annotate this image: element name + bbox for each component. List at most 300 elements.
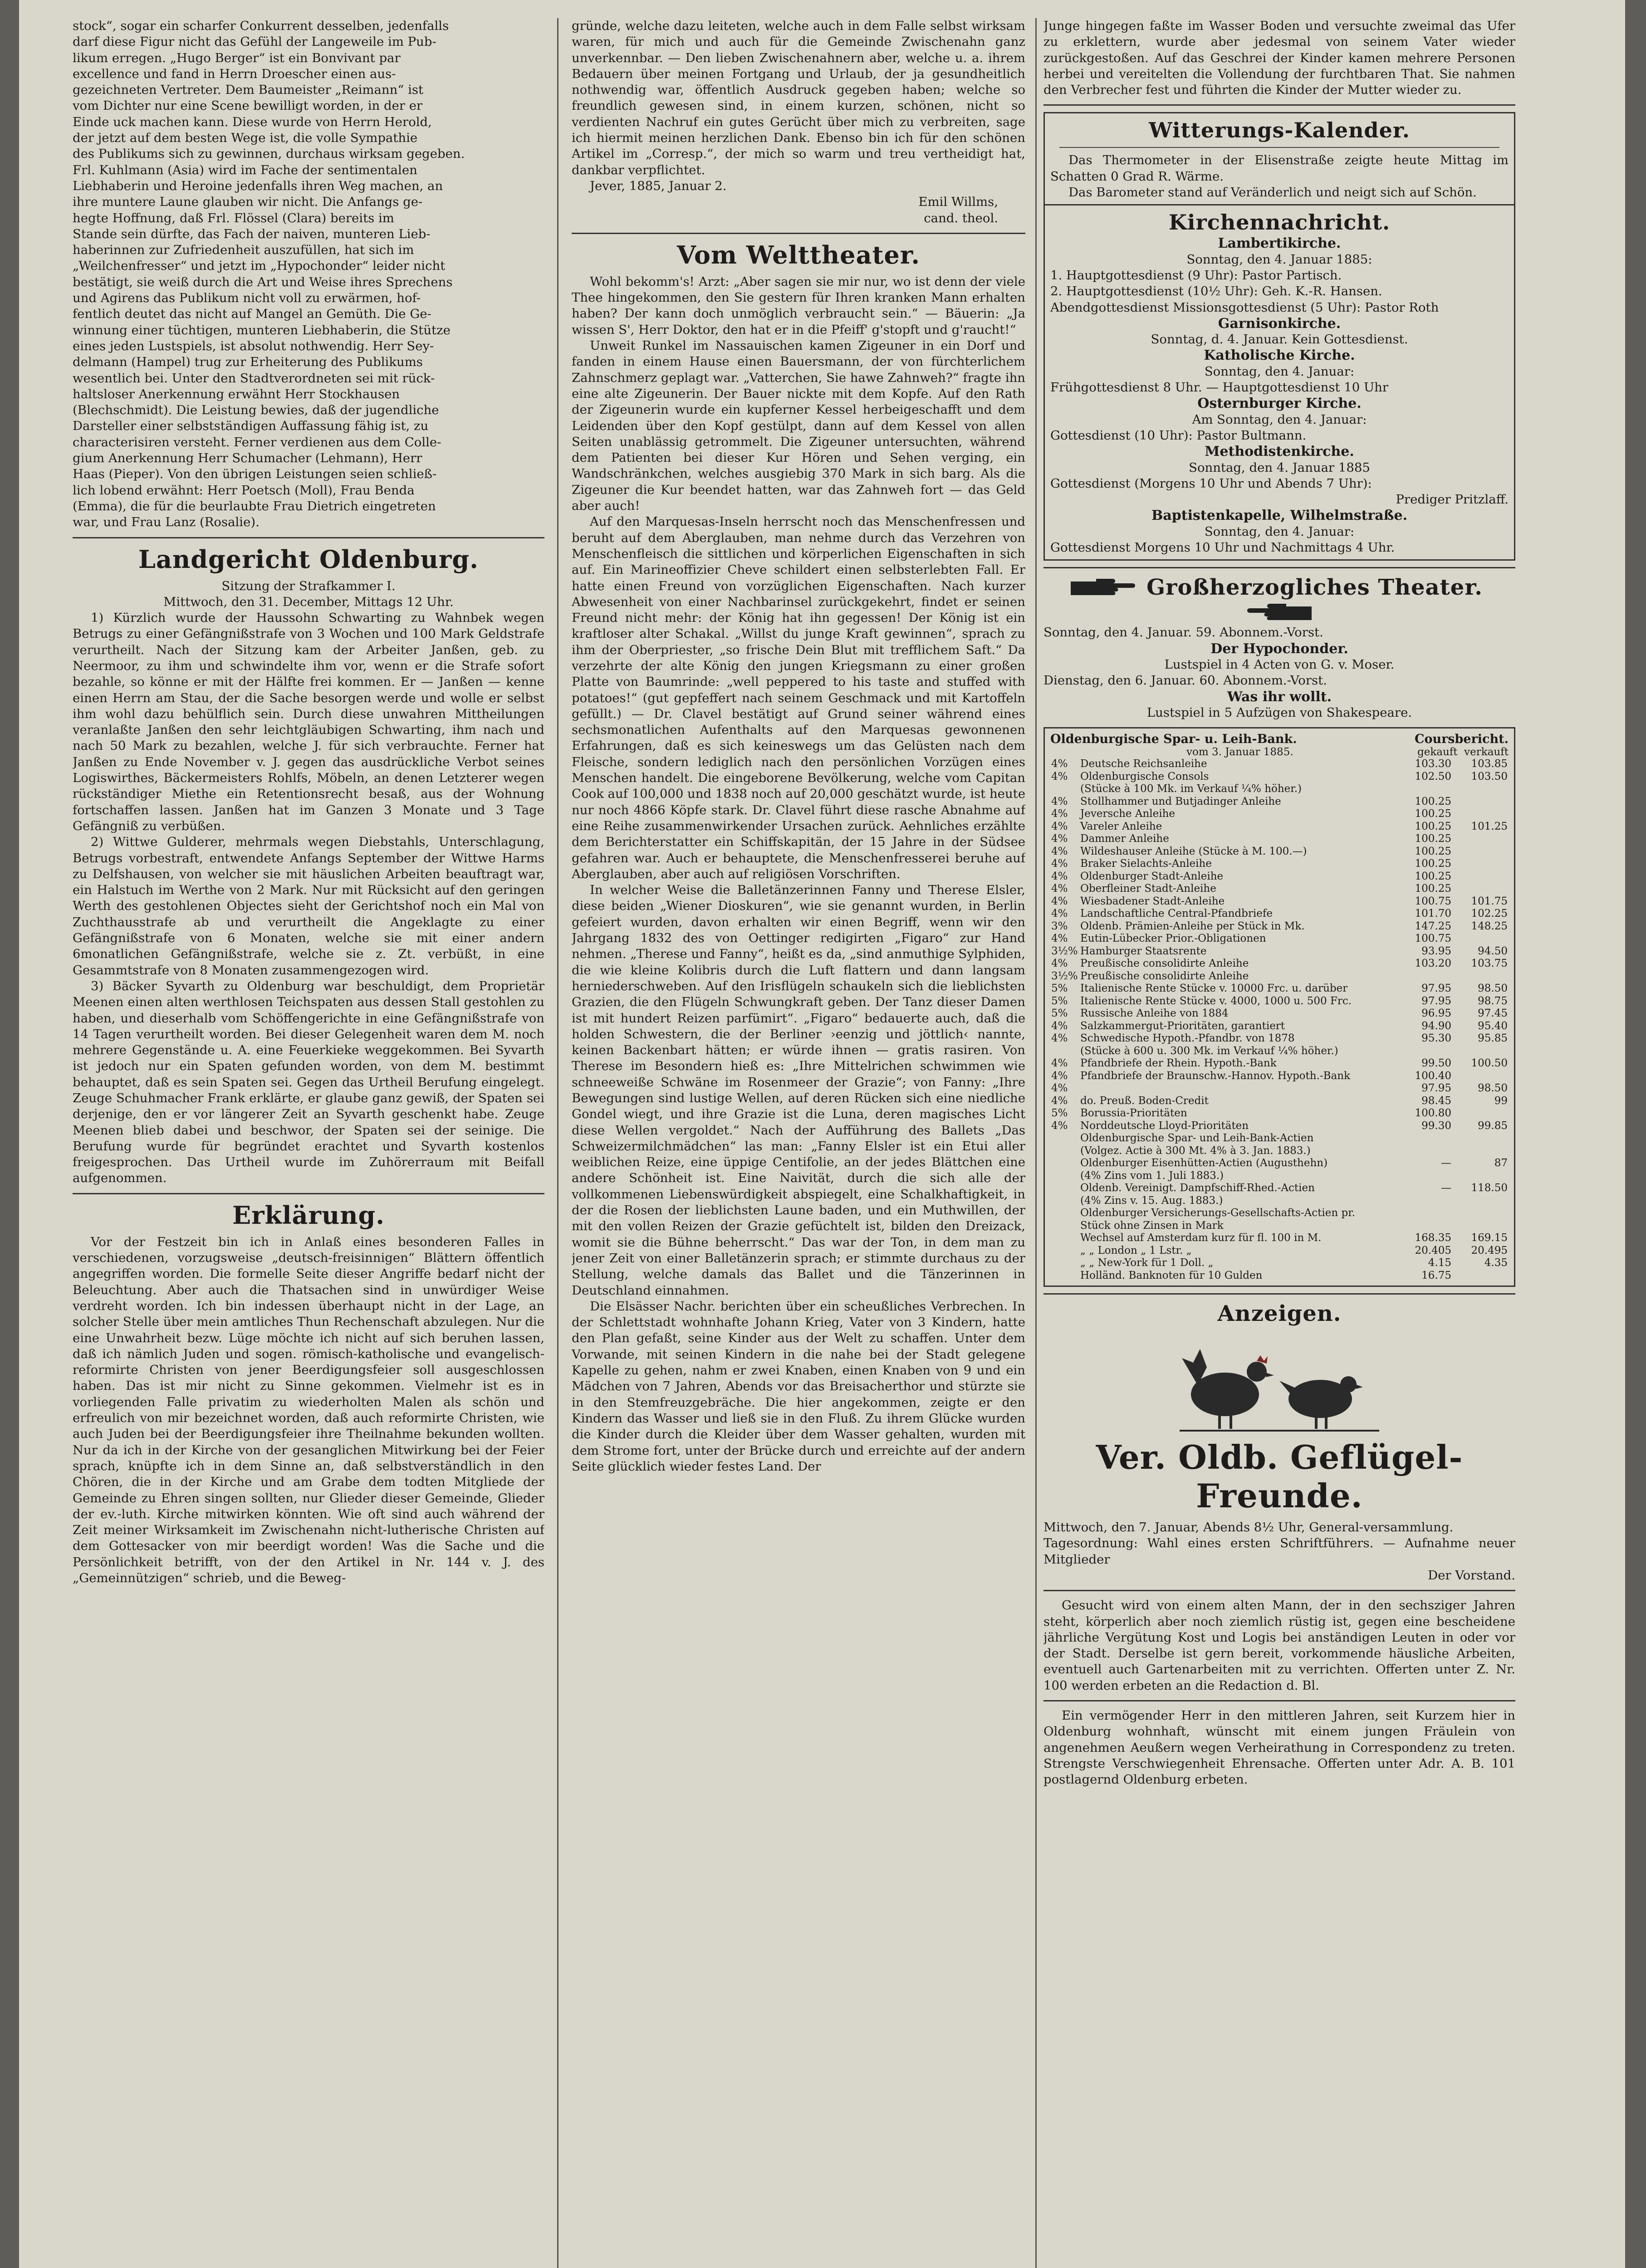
theater-line: Sonntag, den 4. Januar. 59. Abonnem.-Vorst.: [1043, 625, 1323, 640]
security-name-cell: Italienische Rente Stücke v. 4000, 1000 u. 500 Frc.: [1080, 995, 1352, 1007]
security-name-cell: Oldenburger Versicherungs-Gesellschafts-Actien pr.: [1080, 1207, 1355, 1219]
bought-price-cell: 100.75: [1415, 933, 1451, 945]
rooster-and-hen-icon: [1043, 1331, 1515, 1435]
church-line: Lambertikirche.: [1218, 235, 1341, 252]
theater-line: Der Hypochonder.: [1210, 640, 1348, 657]
table-row: [1050, 858, 1509, 870]
sold-price-cell: [1452, 933, 1509, 945]
court-heading: Landgericht Oldenburg.: [138, 544, 479, 574]
rate-cell: 4%: [1051, 845, 1068, 857]
rate-cell: [1050, 783, 1079, 796]
table-row: [1050, 1082, 1509, 1095]
table-row: [1050, 1007, 1509, 1020]
rate-cell: 4%: [1051, 1082, 1068, 1095]
rate-cell: 5%: [1051, 1007, 1068, 1020]
rate-cell: 4%: [1051, 1032, 1068, 1045]
poultry-club-board: Der Vorstand.: [1428, 1568, 1515, 1583]
church-line: Gottesdienst Morgens 10 Uhr und Nachmittags 4 Uhr.: [1050, 540, 1395, 555]
bought-price-cell: [1396, 1207, 1452, 1220]
pointing-hand-left-icon: [1245, 600, 1313, 625]
column-2: [572, 18, 1025, 2268]
text-line: Stande sein dürfte, das Fach der naiven, munteren Lieb-: [73, 226, 431, 241]
table-row: [1050, 1245, 1509, 1257]
security-name-cell: (4% Zins vom 1. Juli 1883.): [1080, 1169, 1224, 1182]
sold-price-cell: 4.35: [1484, 1257, 1508, 1269]
rate-cell: 4%: [1051, 1119, 1068, 1132]
bought-price-cell: 168.35: [1415, 1232, 1451, 1244]
table-row: [1050, 1107, 1509, 1120]
bank-header: [1050, 732, 1509, 746]
table-row: [1050, 771, 1509, 783]
security-name-cell: Holländ. Banknoten für 10 Gulden: [1080, 1269, 1263, 1281]
bought-price-cell: [1396, 1132, 1452, 1145]
news-item-paragraph: In welcher Weise die Balletänzerinnen Fanny und Therese Elsler, diese beiden „Wiener Dioskuren“, wie sie genannt wurden, in Berlin gefeiert wurden, davon erhalten wir einen Begriff, wenn wir den Jahrgang 1832 des von Oettinger redigirten „Figaro“ zur Hand nehmen. „Therese und Fanny“, heißt es da, „sind anmuthige Sylphiden, die wie kleine Kolibris durch die Luft flattern und dann langsam herniederschweben. Auf den Irisflügeln schaukeln sich die lieblichsten Grazien, die den Flügeln Schwungkraft geben. Der Tanz dieser Damen ist mit hundert Reizen parfümirt“. „Figaro“ bedauerte auch, daß die holden Schwestern, die der Berliner ›eenzig und jöttlich‹ nannte, keinen Backenbart hätten; er würde ihnen — gratis rasiren. Von Therese im Besondern hieß es: „Ihre Mittelrichen schwimmen wie schneeweiße Schwäne im Rosenmeer der Grazie“; von Fanny: „Ihre Bewegungen sind lustige Wellen, auf deren Rücken sich eine niedliche Gondel wiegt, und ihre Grazie ist die Luna, deren magisches Licht diese Wellen vergoldet.“ Nach der Aufführung des Ballets „Das Schweizermilchmädchen“ las man: „Fanny Elsler ist ein Etui aller weiblichen Reize, eine üppige Centifolie, an der jedes Blättchen eine andere Schönheit ist. Eine Naivität, durch die sich alle der vollkommenen Liebenswürdigkeit abspiegelt, eine Schalkhaftigkeit, in der die Rosen der lieblichsten Laune baden, und ein Muthwillen, der mit den vollen Reizen der Grazie gefüchtelt ist, bilden den Dreizack, womit sie die Bühne beherrscht.“ Das war der Ton, in dem man zu jener Zeit von einer Balletänzerin sprach; er stimmte durchaus zu der Stellung, welche damals das Ballet und die Tänzerinnen in Deutschland einnahmen.: [572, 883, 1025, 1298]
security-name-cell: Italienische Rente Stücke v. 10000 Frc. u. darüber: [1080, 982, 1348, 995]
sold-price-cell: 99: [1494, 1095, 1508, 1107]
security-name-cell: (4% Zins v. 15. Aug. 1883.): [1080, 1194, 1223, 1207]
court-case-paragraph: 2) Wittwe Gulderer, mehrmals wegen Diebstahls, Unterschlagung, Betrugs vorbestraft, entwendete Anfangs September der Wittwe Harms zu Delfshausen, von welcher sie mit häuslichen Arbeiten beauftragt war, ein Halstuch im Werthe von 2 Mark. Nur mit Rücksicht auf den geringen Werth des gestohlenen Objectes sieht der Gerichtshof noch ein Mal von Zuchthausstrafe ab und verurtheilt die Angeklagte zu einer Gefängnißstrafe von 6 Monaten, welche sie mit einer andern 6monatlichen Gefängnißstrafe, welche sie z. Zt. verbüßt, in eine Gesammtstrafe von 8 Monaten zusammengezogen wird.: [73, 835, 544, 978]
header-sold: verkauft: [1464, 746, 1509, 758]
rate-cell: 4%: [1051, 1057, 1068, 1070]
rate-cell: [1050, 1132, 1079, 1145]
court-reports: [73, 610, 544, 1187]
rate-cell: 4%: [1051, 1070, 1068, 1082]
ads-heading: Anzeigen.: [1217, 1301, 1342, 1327]
bought-price-cell: [1396, 1195, 1452, 1207]
column-3: [1043, 18, 1515, 2268]
text-line: Einde uck machen kann. Diese wurde von Herrn Herold,: [73, 114, 432, 129]
security-name-cell: Hamburger Staatsrente: [1080, 945, 1207, 957]
court-case-paragraph: 3) Bäcker Syvarth zu Oldenburg war beschuldigt, dem Proprietär Meenen einen alten werthlosen Teichspaten aus dessen Stall gestohlen zu haben, und dieserhalb vom Schöffengerichte in eine Gefängnißstrafe von 14 Tagen verurtheilt worden. Bei dieser Gelegenheit waren dem M. noch mehrere Gegenstände u. A. eine Feuerkieke weggekommen. Bei Syvarth ist jedoch nur ein Spaten gefunden worden, von dem M. bestimmt behauptet, daß es sein Spaten sei. Gegen das Urtheil Berufung eingelegt. Zeuge Schuhmacher Frank erklärte, er glaube ganz gewiß, der Spaten sei derjenige, den er vor längerer Zeit an Syvarth geschenkt habe. Zeuge Meenen blieb dabei und beschwor, der Spaten sei der seinige. Die Berufung wurde für begründet erachtet und Syvarth kostenlos freigesprochen. Das Urtheil wurde im Zuhörerraum mit Beifall aufgenommen.: [73, 978, 544, 1186]
security-name-cell: „ „ London „ 1 Lstr. „: [1080, 1244, 1192, 1256]
text-line: delmann (Hampel) trug zur Erheiterung des Publikums: [73, 355, 423, 370]
text-line: des Publikums sich zu gewinnen, durchaus wirksam gegeben.: [73, 147, 465, 161]
rate-cell: 4%: [1051, 883, 1068, 895]
church-line: Abendgottesdienst Missionsgottesdienst (5 Uhr): Pastor Roth: [1050, 300, 1439, 315]
table-row: [1050, 895, 1509, 908]
security-name-cell: (Stücke à 100 Mk. im Verkauf ¼% höher.): [1080, 783, 1302, 795]
table-row: [1050, 1232, 1509, 1245]
bank-report-label: Coursbericht.: [1414, 732, 1509, 747]
exchange-rate-table: [1050, 758, 1509, 1282]
weather-report: [1050, 152, 1509, 200]
rate-cell: [1050, 1270, 1079, 1282]
church-line: Sonntag, den 4. Januar:: [1204, 364, 1355, 379]
security-name-cell: Vareler Anleihe: [1080, 820, 1162, 832]
bought-price-cell: 98.45: [1421, 1095, 1451, 1107]
security-name-cell: Oldenburger Eisenhütten-Actien (Augusthehn): [1080, 1157, 1328, 1169]
bought-price-cell: 100.25: [1415, 858, 1451, 870]
sold-price-cell: 101.75: [1471, 895, 1508, 907]
table-row: [1050, 1157, 1509, 1170]
sold-price-cell: 101.25: [1471, 820, 1508, 832]
bought-price-cell: 95.30: [1421, 1032, 1451, 1045]
weather-heading: Witterungs-Kalender.: [1149, 118, 1410, 143]
sold-price-cell: 87: [1494, 1157, 1508, 1169]
security-name-cell: Schwedische Hypoth.-Pfandbr. von 1878: [1080, 1032, 1295, 1045]
table-row: [1050, 1207, 1509, 1220]
text-line: lich lobend erwähnt: Herr Poetsch (Moll), Frau Benda: [73, 483, 415, 498]
security-name-cell: Norddeutsche Lloyd-Prioritäten: [1080, 1119, 1249, 1132]
bought-price-cell: 100.25: [1415, 820, 1451, 832]
column-rule: [1035, 18, 1037, 2268]
table-row: [1050, 1182, 1509, 1195]
table-row: [1050, 1270, 1509, 1282]
text-line: stock“, sogar ein scharfer Conkurrent desselben, jedenfalls: [73, 19, 449, 33]
poultry-club-meeting: Mittwoch, den 7. Januar, Abends 8½ Uhr, General-versammlung.: [1043, 1520, 1454, 1535]
text-line: likum erregen. „Hugo Berger“ ist ein Bonvivant par: [73, 50, 401, 65]
rate-cell: 5%: [1051, 995, 1068, 1007]
text-line: haberinnen zur Zufriedenheit auszufüllen, hat sich im: [73, 243, 414, 258]
sold-price-cell: 103.50: [1471, 770, 1508, 782]
bought-price-cell: 102.50: [1415, 770, 1451, 782]
table-row: [1050, 908, 1509, 920]
table-row: [1050, 1132, 1509, 1145]
church-line: Sonntag, d. 4. Januar. Kein Gottesdienst.: [1151, 332, 1408, 347]
security-name-cell: Russische Anleihe von 1884: [1080, 1007, 1229, 1020]
table-row: [1050, 821, 1509, 833]
sold-price-cell: [1452, 1195, 1509, 1207]
rate-cell: 4%: [1051, 870, 1068, 882]
sold-price-cell: [1452, 1145, 1509, 1158]
text-line: fentlich deutet das nicht auf Mangel an Gemüth. Die Ge-: [73, 307, 431, 322]
sold-price-cell: [1452, 858, 1509, 870]
bought-price-cell: 94.90: [1421, 1020, 1451, 1032]
bought-price-cell: 100.25: [1415, 808, 1451, 820]
sold-price-cell: 97.45: [1478, 1007, 1508, 1020]
text-line: Haas (Pieper). Von den übrigen Leistungen seien schließ-: [73, 467, 437, 482]
news-item-paragraph: Auf den Marquesas-Inseln herrscht noch das Menschenfressen und beruht auf dem Aberglauben, man nehme durch das Verzehren von Menschenfleisch die sittlichen und körperlichen Eigenschaften in sich auf. Ein Marineoffizier Cheve schildert einen selbsterlebten Fall. Er hatte einen Freund von vorzüglichen Eigenschaften. Nach kurzer Abwesenheit von einer Nachbarinsel zurückgekehrt, findet er seinen Freund nicht mehr: der König hat ihn gegessen! Der König ist ein kraftloser alter Schakal. „Willst du junge Kraft gewinnen“, sprach zu ihm der Oberpriester, „so frische Dein Blut mit trefflichem Saft.“ Da verzehrte der alte König den jungen Kriegsmann zu einer großen Platte von Baumrinde: „well peppered to his taste and stuffed with potatoes!“ (gut gepfeffert nach seinem Geschmack und mit Kartoffeln gefüllt.) — Dr. Clavel bestätigt auf Grund seiner während eines sechsmonatlichen Aufenthalts auf den Marquesas gewonnenen Erfahrungen, daß es sich keineswegs um das Gelüsten nach dem Fleische, sondern lediglich nach den persönlichen Vorzügen eines Menschen handelt. Die eingeborene Bevölkerung, welche vom Capitan Cook auf 100,000 und 1838 noch auf 20,000 geschätzt wurde, ist heute nur noch 4866 Köpfe stark. Dr. Clavel führt diese rasche Abnahme auf eine Reihe zusammenwirkender Ursachen zurück. Aehnliches erzählte dem Berichterstatter ein Schiffskapitän, der 15 Jahre in der Südsee gefahren war. Auch er behauptete, die Menschenfresserei beruhe auf Aberglauben, aber auch auf religiösen Vorschriften.: [572, 514, 1025, 881]
sold-price-cell: 148.25: [1471, 920, 1508, 932]
sold-price-cell: [1452, 883, 1509, 895]
security-name-cell: Stollhammer und Butjadinger Anleihe: [1080, 795, 1281, 807]
rate-cell: 3½%: [1051, 970, 1078, 982]
sold-price-cell: 95.40: [1478, 1020, 1508, 1032]
theater-program: [1043, 625, 1515, 721]
rate-cell: 4%: [1051, 1095, 1068, 1107]
signature-title: cand. theol.: [924, 210, 998, 225]
text-line: eines jeden Lustspiels, ist absolut nothwendig. Herr Sey-: [73, 338, 434, 353]
church-box: [1043, 205, 1515, 561]
table-row: [1050, 933, 1509, 945]
bought-price-cell: —: [1441, 1182, 1451, 1194]
security-name-cell: do. Preuß. Boden-Credit: [1080, 1095, 1209, 1107]
bought-price-cell: 103.20: [1415, 958, 1451, 970]
rate-cell: 4%: [1051, 808, 1068, 820]
sold-price-cell: 95.85: [1478, 1032, 1508, 1045]
rate-cell: 4%: [1051, 908, 1068, 920]
sold-price-cell: [1452, 1207, 1509, 1220]
rate-cell: 4%: [1051, 820, 1068, 832]
sold-price-cell: [1452, 870, 1509, 883]
bought-price-cell: 99.30: [1421, 1119, 1451, 1132]
table-row: [1050, 1195, 1509, 1207]
theater-review-continuation: [73, 18, 544, 531]
bought-price-cell: 100.80: [1415, 1107, 1451, 1119]
bought-price-cell: [1396, 1145, 1452, 1158]
bought-price-cell: [1396, 1045, 1452, 1058]
header-bought: gekauft: [1417, 746, 1458, 758]
text-line: bestätigt, sie weiß durch die Art und Weise ihres Sprechens: [73, 274, 453, 289]
table-row: [1050, 758, 1509, 771]
text-line: darf diese Figur nicht das Gefühl der Langeweile im Pub-: [73, 34, 436, 49]
rate-cell: [1050, 1245, 1079, 1257]
rate-cell: [1050, 1157, 1079, 1170]
sold-price-cell: [1452, 783, 1509, 796]
security-name-cell: „ „ New-York für 1 Doll. „: [1080, 1257, 1214, 1269]
bought-price-cell: 97.95: [1421, 995, 1451, 1007]
news-item-paragraph: Unweit Runkel im Nassauischen kamen Zigeuner in ein Dorf und fanden in einem Hause einen Bauersmann, der von fürchterlichem Zahnschmerz geplagt war. „Vatterchen, Sie hawe Zahnweh?“ fragte ihn eine alte Zigeunerin. Der Bauer nickte mit dem Kopfe. Auf den Rath der Zigeunerin wurde ein kupferner Kessel herbeigeschafft und dem Leidenden über den Kopf gestülpt, dann auf dem Kessel von allen Seiten unablässig getrommelt. Die Zigeuner untersuchten, während dem Patienten bei dieser Kur Hören und Sehen verging, ein Wandschränkchen, welches ausgiebig 370 Mark in sich barg. Als die Zigeuner die Kur beendet hatten, war das Zahnweh fort — das Geld aber auch!: [572, 338, 1025, 513]
sold-price-cell: 98.75: [1478, 995, 1508, 1007]
rate-cell: 4%: [1051, 758, 1068, 770]
bought-price-cell: [1396, 970, 1452, 983]
weather-box: [1043, 112, 1515, 205]
text-line: gezeichneten Vertreter. Dem Baumeister „Reimann“ ist: [73, 83, 424, 98]
rate-cell: [1050, 1207, 1079, 1220]
bought-price-cell: 100.75: [1415, 895, 1451, 907]
church-line: Sonntag, den 4. Januar 1885: [1189, 460, 1370, 475]
church-line: 1. Hauptgottesdienst (9 Uhr): Pastor Partisch.: [1050, 268, 1342, 283]
security-name-cell: Wechsel auf Amsterdam kurz für fl. 100 in M.: [1080, 1232, 1322, 1244]
bought-price-cell: 100.25: [1415, 883, 1451, 895]
court-date: Mittwoch, den 31. December, Mittags 12 Uhr.: [163, 594, 454, 609]
table-row: [1050, 846, 1509, 858]
table-row: [1050, 982, 1509, 995]
divider: [1059, 147, 1499, 148]
rate-cell: 4%: [1051, 795, 1068, 807]
rate-cell: 5%: [1051, 1107, 1068, 1119]
text-line: gium Anerkennung Herr Schumacher (Lehmann), Herr: [73, 451, 422, 466]
text-line: winnung einer tüchtigen, munteren Liebhaberin, die Stütze: [73, 323, 451, 337]
rate-cell: [1050, 1220, 1079, 1232]
church-line: Methodistenkirche.: [1205, 444, 1354, 460]
church-line: Am Sonntag, den 4. Januar:: [1192, 412, 1367, 427]
church-line: Sonntag, den 4. Januar:: [1204, 524, 1355, 539]
security-name-cell: Wiesbadener Stadt-Anleihe: [1080, 895, 1225, 907]
security-name-cell: [1079, 1082, 1396, 1095]
text-line: (Emma), die für die beurlaubte Frau Dietrich eingetreten: [73, 499, 436, 513]
section-rule: [1043, 104, 1515, 106]
bank-report-box: [1043, 727, 1515, 1287]
bought-price-cell: 97.95: [1421, 982, 1451, 995]
church-line: Osternburger Kirche.: [1197, 396, 1362, 412]
rate-cell: [1050, 1045, 1079, 1058]
theater-line: Lustspiel in 4 Acten von G. v. Moser.: [1164, 657, 1395, 672]
theater-line: Was ihr wollt.: [1227, 689, 1332, 705]
security-name-cell: Oldenb. Prämien-Anleihe per Stück in Mk.: [1080, 920, 1305, 932]
security-name-cell: Borussia-Prioritäten: [1080, 1107, 1187, 1119]
bought-price-cell: 99.50: [1421, 1057, 1451, 1070]
welttheater-heading: Vom Welttheater.: [676, 240, 921, 269]
section-rule: [572, 233, 1025, 234]
church-line: Prediger Pritzlaff.: [1396, 492, 1509, 507]
sold-price-cell: 103.75: [1471, 958, 1508, 970]
weather-line: Das Barometer stand auf Veränderlich und neigt sich auf Schön.: [1068, 185, 1477, 200]
church-line: Gottesdienst (10 Uhr): Pastor Bultmann.: [1050, 428, 1307, 443]
section-rule: [1043, 1700, 1515, 1701]
welttheater-articles: [572, 274, 1025, 1475]
sold-price-cell: 169.15: [1471, 1232, 1508, 1244]
church-line: Garnisonkirche.: [1218, 315, 1341, 332]
security-name-cell: Wildeshauser Anleihe (Stücke à M. 100.—): [1080, 845, 1307, 857]
security-name-cell: Oldenburgische Consols: [1080, 770, 1209, 782]
table-row: [1050, 1120, 1509, 1133]
rate-cell: [1050, 1170, 1079, 1183]
table-row: [1050, 1095, 1509, 1108]
bought-price-cell: 103.30: [1415, 758, 1451, 770]
security-name-cell: Oldenburgische Spar- und Leih-Bank-Actien: [1080, 1132, 1314, 1144]
security-name-cell: Dammer Anleihe: [1080, 833, 1169, 845]
table-row: [1050, 883, 1509, 895]
bank-subheader: [1050, 746, 1509, 758]
sold-price-cell: [1452, 796, 1509, 808]
table-row: [1050, 783, 1509, 796]
sold-price-cell: 98.50: [1478, 1082, 1508, 1095]
security-name-cell: Oberfleiner Stadt-Anleihe: [1080, 883, 1216, 895]
bought-price-cell: —: [1441, 1157, 1451, 1169]
table-row: [1050, 1145, 1509, 1158]
sold-price-cell: 99.85: [1478, 1119, 1508, 1132]
rate-cell: 4%: [1051, 858, 1068, 870]
table-row: [1050, 1045, 1509, 1058]
table-row: [1050, 1020, 1509, 1033]
sold-price-cell: [1452, 1045, 1509, 1058]
bought-price-cell: 20.405: [1415, 1244, 1451, 1256]
bought-price-cell: 16.75: [1421, 1269, 1451, 1281]
sold-price-cell: 103.85: [1471, 758, 1508, 770]
wanted-ad: Gesucht wird von einem alten Mann, der in den sechsziger Jahren steht, körperlich aber noch ziemlich rüstig ist, gegen eine bescheidene jährliche Vergütung Kost und Logis bei anständigen Leuten in oder vor der Stadt. Derselbe ist gern bereit, vorkommende häusliche Arbeiten, eventuell auch Gartenarbeiten mit zu verrichten. Offerten unter Z. Nr. 100 werden erbeten an die Redaction d. Bl.: [1043, 1598, 1515, 1693]
section-rule: [73, 537, 544, 538]
church-line: Katholische Kirche.: [1204, 347, 1355, 364]
rate-cell: 4%: [1051, 958, 1068, 970]
rate-cell: [1050, 1195, 1079, 1207]
rate-cell: 4%: [1051, 1020, 1068, 1032]
declaration-heading: Erklärung.: [232, 1200, 385, 1230]
sold-price-cell: 102.25: [1471, 908, 1508, 920]
text-line: excellence und fand in Herrn Droescher einen aus-: [73, 66, 396, 81]
bought-price-cell: 100.25: [1415, 833, 1451, 845]
sold-price-cell: [1452, 1107, 1509, 1120]
text-line: Frl. Kuhlmann (Asia) wird im Fache der sentimentalen: [73, 162, 417, 177]
bought-price-cell: 100.25: [1415, 795, 1451, 807]
bought-price-cell: 100.40: [1415, 1070, 1451, 1082]
bank-name: Oldenburgische Spar- u. Leih-Bank.: [1050, 732, 1297, 747]
security-name-cell: Landschaftliche Central-Pfandbriefe: [1080, 908, 1273, 920]
table-row: [1050, 808, 1509, 821]
security-name-cell: Oldenburger Stadt-Anleihe: [1080, 870, 1224, 882]
bought-price-cell: [1396, 1220, 1452, 1232]
table-row: [1050, 1170, 1509, 1183]
bought-price-cell: 93.95: [1421, 945, 1451, 957]
table-row: [1050, 833, 1509, 846]
rate-cell: 4%: [1051, 770, 1068, 782]
poultry-club-name: Ver. Oldb. Geflügel-Freunde.: [1096, 1438, 1463, 1515]
sold-price-cell: [1452, 1220, 1509, 1232]
section-rule: [1043, 567, 1515, 568]
text-line: „Weilchenfresser“ und jetzt im „Hypochonder“ leider nicht: [73, 259, 446, 274]
sold-price-cell: 20.495: [1471, 1244, 1508, 1256]
court-subheading: Sitzung der Strafkammer I.: [221, 578, 396, 593]
text-line: und Agirens das Publikum nicht voll zu erwärmen, hof-: [73, 291, 421, 306]
security-name-cell: Oldenb. Vereinigt. Dampfschiff-Rhed.-Actien: [1080, 1182, 1315, 1194]
security-name-cell: Preußische consolidirte Anleihe: [1080, 958, 1249, 970]
table-row: [1050, 920, 1509, 933]
rate-cell: 3%: [1051, 920, 1068, 932]
security-name-cell: (Stücke à 600 u. 300 Mk. im Verkauf ¼% höher.): [1080, 1045, 1338, 1057]
bought-price-cell: [1396, 783, 1452, 796]
weather-line: Das Thermometer in der Elisenstraße zeigte heute Mittag im Schatten 0 Grad R. Wärme.: [1050, 153, 1509, 184]
section-rule: [1043, 1293, 1515, 1295]
sold-price-cell: [1452, 970, 1509, 983]
table-row: [1050, 1220, 1509, 1232]
rate-cell: [1050, 1257, 1079, 1270]
sold-price-cell: [1452, 1132, 1509, 1145]
church-line: Baptistenkapelle, Wilhelmstraße.: [1151, 508, 1408, 524]
text-line: hegte Hoffnung, daß Frl. Flössel (Clara) bereits im: [73, 210, 394, 225]
newspaper-page: [19, 0, 1625, 2268]
text-line: haltsloser Anerkennung erwähnt Herr Stockhausen: [73, 386, 400, 401]
rate-cell: 4%: [1051, 895, 1068, 907]
table-row: [1050, 958, 1509, 970]
news-item-paragraph: Wohl bekomm's! Arzt: „Aber sagen sie mir nur, wo ist denn der viele Thee hingekommen, den Sie gestern für Ihren kranken Mann erhalten haben? Der kann doch unmöglich verbraucht sein.“ — Bäuerin: „Ja wissen S', Herr Doktor, den hat er in die Pfeiff' g'stopft und g'raucht!“: [572, 274, 1025, 337]
text-line: wesentlich bei. Unter den Stadtverordneten sei mit rück-: [73, 371, 435, 386]
rate-cell: [1050, 1232, 1079, 1245]
sold-price-cell: 94.50: [1478, 945, 1508, 957]
church-line: 2. Hauptgottesdienst (10½ Uhr): Geh. K.-R. Hansen.: [1050, 284, 1382, 299]
bought-price-cell: [1396, 1170, 1452, 1183]
sold-price-cell: [1452, 1170, 1509, 1183]
signature-place-date: Jever, 1885, Januar 2.: [590, 178, 727, 193]
rate-cell: 4%: [1051, 833, 1068, 845]
bought-price-cell: 147.25: [1415, 920, 1451, 932]
church-heading: Kirchennachricht.: [1169, 210, 1390, 235]
text-line: war, und Frau Lanz (Rosalie).: [73, 515, 260, 530]
text-line: der jetzt auf dem besten Wege ist, die volle Sympathie: [73, 131, 418, 146]
poultry-illustration: [1043, 1331, 1515, 1435]
table-row: [1050, 796, 1509, 808]
theater-line: Dienstag, den 6. Januar. 60. Abonnem.-Vorst.: [1043, 673, 1327, 688]
church-schedule: [1050, 235, 1509, 556]
sold-price-cell: 100.50: [1471, 1057, 1508, 1070]
sold-price-cell: [1452, 833, 1509, 846]
news-item-paragraph: Die Elsässer Nachr. berichten über ein scheußliches Verbrechen. In der Schlettstadt wohnhafte Johann Krieg, Vater von 3 Kindern, hatte den Plan gefaßt, seine Kinder aus der Welt zu schaffen. Unter dem Vorwande, mit seinen Kindern in die nahe bei der Stadt gelegene Kapelle zu gehen, nahm er zwei Knaben, einen Knaben von 9 und ein Mädchen von 7 Jahren, Abends vor das Breisacherthor und stürzte sie in den Stemfreuzgebräche. Die hier angekommen, zeigte er den Kindern das Wasser und ließ sie in den Fluß. Zu ihrem Glücke wurden die Kinder durch die Kleider über dem Wasser gehalten, wurden mit dem Strome fort, unter der Brücke durch und erreichte auf der andern Seite glücklich wieder festes Land. Der: [572, 1299, 1025, 1474]
rate-cell: [1050, 1145, 1079, 1158]
sold-price-cell: [1452, 808, 1509, 821]
text-line: ihre muntere Laune glauben wir nicht. Die Anfangs ge-: [73, 195, 423, 210]
table-row: [1050, 1257, 1509, 1270]
signature-name: Emil Willms,: [918, 195, 998, 210]
church-line: Sonntag, den 4. Januar 1885:: [1186, 252, 1372, 267]
text-line: characterisiren versteht. Ferner verdienen aus dem Colle-: [73, 435, 441, 450]
bought-price-cell: 96.95: [1421, 1007, 1451, 1020]
table-row: [1050, 995, 1509, 1008]
declaration-continuation: gründe, welche dazu leiteten, welche auch in dem Falle selbst wirksam waren, für mich und auch für die Gemeinde Zwischenahn ganz unverkennbar. — Den lieben Zwischenahnern aber, welche u. a. ihrem Bedauern über meinen Fortgang und Urlaub, der ja gesundheitlich nothwendig war, öffentlich Ausdruck gegeben haben; welche so freundlich gewesen sind, in einem kurzen, schönen, nicht so verdienten Nachruf ein gutes Gerücht über mich zu verbreiten, sage ich hiermit meinen herzlichen Dank. Ebenso bin ich für den schönen Artikel im „Corresp.“, der mich so warm und treu vertheidigt hat, dankbar verpflichtet.: [572, 19, 1025, 177]
security-name-cell: Eutin-Lübecker Prior.-Obligationen: [1080, 933, 1266, 945]
bought-price-cell: 97.95: [1421, 1082, 1451, 1095]
rate-cell: 4%: [1051, 933, 1068, 945]
table-row: [1050, 1032, 1509, 1045]
rate-cell: 5%: [1051, 982, 1068, 995]
security-name-cell: Salzkammergut-Prioritäten, garantiert: [1080, 1020, 1285, 1032]
bank-columns: [1417, 746, 1509, 758]
sold-price-cell: 98.50: [1478, 982, 1508, 995]
poultry-club-agenda: Tagesordnung: Wahl eines ersten Schriftführers. — Aufnahme neuer Mitglieder: [1043, 1536, 1515, 1567]
security-name-cell: Braker Sielachts-Anleihe: [1080, 858, 1212, 870]
theater-heading-row: [1043, 575, 1515, 625]
rate-cell: 3½%: [1051, 945, 1078, 957]
declaration-text: Vor der Festzeit bin ich in Anlaß eines besonderen Falles in verschiedenen, vorzugsweise „deutsch-freisinnigen“ Blättern öffentlich angegriffen worden. Die formelle Seite dieser Angriffe bedarf nicht der Beleuchtung. Aber auch die Thatsachen sind in unwürdiger Weise verdreht worden. Ich bin indessen überhaupt nicht in der Lage, an solcher Stelle über mein amtliches Thun Rechenschaft abzulegen. Nur die eine Unwahrheit bezw. Lüge möchte ich nicht auf sich beruhen lassen, daß ich nämlich Juden und sogen. römisch-katholische und evangelisch-reformirte Christen von jener Beerdigungsfeier soll ausgeschlossen haben. Das ist mir nicht zu Sinne gekommen. Vielmehr ist es in vorliegenden Falle privatim zu wiederholten Malen als schön und erfreulich von mir bezeichnet worden, daß auch reformirte Christen, wie auch Juden bei der Beerdigungsfeier ihre Theilnahme bekunden wollten. Nur da ich in der Kirche von der gesanglichen Mitwirkung bei der Feier sprach, knüpfte ich in dem Sinne an, daß selbstverständlich in den Chören, die in der Kirche und am Grabe dem todten Mitgliede der Gemeinde zu Ehren singen sollten, nur Glieder dieser Gemeinde, Glieder der ev.-luth. Kirche mitwirken könnten. Wie oft sind auch während der Zeit meiner Wirksamkeit im Zwischenahn nicht-lutherische Christen auf dem Gottesacker von mir beerdigt worden! Was die Sache und die Persönlichkeit betrifft, von der den Artikel in Nr. 144 v. J. des „Gemeinnützigen“ schrieb, und die Beweg-: [73, 1234, 544, 1586]
sold-price-cell: [1452, 1270, 1509, 1282]
